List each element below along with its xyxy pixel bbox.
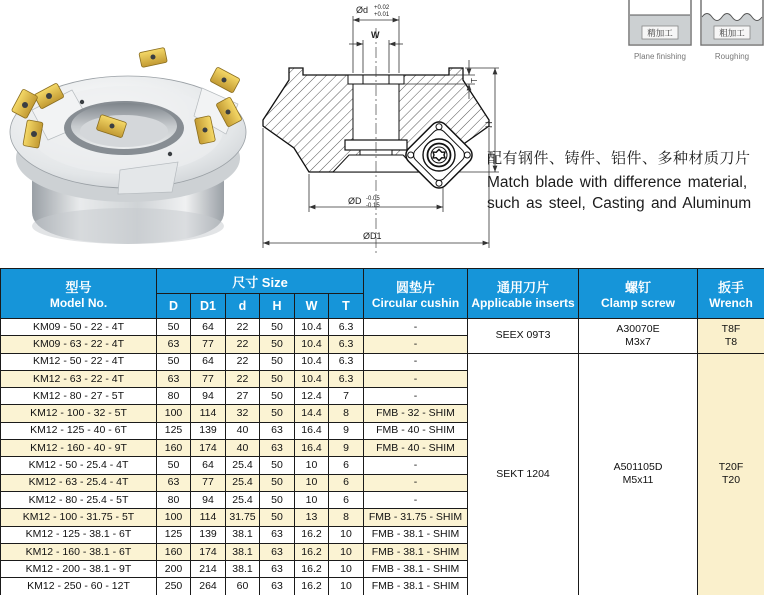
header-cushion: 圆垫片 Circular cushin — [364, 269, 468, 319]
inserts-cell: SEKT 1204 — [468, 353, 579, 595]
bore-col-cell: 22 — [226, 353, 260, 370]
roughing-icon — [700, 0, 764, 46]
table-row — [1, 353, 764, 370]
svg-text:精加工: 精加工 — [647, 28, 673, 38]
model-cell: KM09 - 63 - 22 - 4T — [1, 336, 157, 353]
description-en-line2: such as steel, Casting and Aluminum — [487, 195, 752, 212]
d1-col-cell: 214 — [191, 561, 226, 578]
cushion-cell: FMB - 32 - SHIM — [364, 405, 468, 422]
t-col-cell: 6.3 — [329, 336, 364, 353]
t-col-cell: 6 — [329, 457, 364, 474]
bore-col-cell: 60 — [226, 578, 260, 595]
d1-col-cell: 139 — [191, 526, 226, 543]
w-col-cell: 10.4 — [295, 336, 329, 353]
h-col-cell: 50 — [260, 457, 295, 474]
cushion-cell: - — [364, 336, 468, 353]
bore-col-cell: 25.4 — [226, 491, 260, 508]
screw-cell: A30070E M3x7 — [579, 319, 698, 354]
d1-col-cell: 114 — [191, 405, 226, 422]
svg-text:+0.01: +0.01 — [374, 12, 390, 18]
d1-col-cell: 264 — [191, 578, 226, 595]
t-col-cell: 6 — [329, 474, 364, 491]
description-cn: 配有钢件、铸件、铝件、多种材质刀片 — [487, 150, 751, 167]
d-col-cell: 63 — [157, 474, 191, 491]
d-col-cell: 160 — [157, 543, 191, 560]
cushion-cell: FMB - 40 - SHIM — [364, 422, 468, 439]
h-col-cell: 63 — [260, 422, 295, 439]
w-col-cell: 14.4 — [295, 405, 329, 422]
svg-text:W: W — [371, 30, 380, 40]
d1-col-cell: 77 — [191, 370, 226, 387]
w-col-cell: 10.4 — [295, 353, 329, 370]
header-screw: 螺钉 Clamp screw — [579, 269, 698, 319]
w-col-cell: 16.2 — [295, 578, 329, 595]
plane-finishing-icon — [628, 0, 692, 46]
h-col-cell: 50 — [260, 509, 295, 526]
model-cell: KM12 - 250 - 60 - 12T — [1, 578, 157, 595]
cushion-cell: - — [364, 457, 468, 474]
model-cell: KM12 - 160 - 38.1 - 6T — [1, 543, 157, 560]
model-cell: KM12 - 200 - 38.1 - 9T — [1, 561, 157, 578]
d-col-cell: 200 — [157, 561, 191, 578]
d1-col-cell: 94 — [191, 388, 226, 405]
d-col-cell: 50 — [157, 457, 191, 474]
d-col-cell: 63 — [157, 370, 191, 387]
bore-col-cell: 25.4 — [226, 474, 260, 491]
cushion-cell: - — [364, 474, 468, 491]
cushion-cell: - — [364, 319, 468, 336]
d-col-cell: 250 — [157, 578, 191, 595]
cushion-cell: - — [364, 370, 468, 387]
header-size-group: 尺寸 Size — [157, 269, 364, 294]
svg-text:+0.02: +0.02 — [374, 5, 390, 11]
roughing-caption: Roughing — [714, 52, 750, 61]
t-col-cell: 9 — [329, 422, 364, 439]
h-col-cell: 50 — [260, 405, 295, 422]
model-cell: KM12 - 80 - 25.4 - 5T — [1, 491, 157, 508]
d-col-cell: 125 — [157, 422, 191, 439]
d1-col-cell: 64 — [191, 353, 226, 370]
d-col-cell: 50 — [157, 353, 191, 370]
d1-col-cell: 64 — [191, 457, 226, 474]
d-col-cell: 50 — [157, 319, 191, 336]
t-col-cell: 6.3 — [329, 319, 364, 336]
h-col-cell: 50 — [260, 353, 295, 370]
d1-col-cell: 77 — [191, 474, 226, 491]
t-col-cell: 7 — [329, 388, 364, 405]
plane-finishing-caption: Plane finishing — [633, 52, 687, 61]
wrench-cell: T20F T20 — [698, 353, 764, 595]
svg-text:T: T — [470, 78, 479, 83]
bore-col-cell: 22 — [226, 370, 260, 387]
model-cell: KM12 - 100 - 32 - 5T — [1, 405, 157, 422]
cushion-cell: FMB - 38.1 - SHIM — [364, 561, 468, 578]
cushion-cell: FMB - 38.1 - SHIM — [364, 578, 468, 595]
header-col-D: D — [157, 294, 191, 319]
svg-text:ØD: ØD — [348, 196, 362, 206]
t-col-cell: 6 — [329, 491, 364, 508]
model-cell: KM12 - 125 - 40 - 6T — [1, 422, 157, 439]
cushion-cell: FMB - 31.75 - SHIM — [364, 509, 468, 526]
finishing-icon-plane — [628, 0, 692, 61]
bore-col-cell: 40 — [226, 440, 260, 457]
d-col-cell: 100 — [157, 405, 191, 422]
technical-drawing — [253, 0, 503, 262]
product-photo — [2, 30, 254, 252]
bore-col-cell: 25.4 — [226, 457, 260, 474]
svg-text:Ød: Ød — [356, 5, 369, 15]
cushion-cell: - — [364, 388, 468, 405]
h-col-cell: 63 — [260, 526, 295, 543]
d1-col-cell: 94 — [191, 491, 226, 508]
t-col-cell: 10 — [329, 543, 364, 560]
cushion-cell: - — [364, 491, 468, 508]
svg-text:-0.15: -0.15 — [366, 203, 380, 209]
d-col-cell: 160 — [157, 440, 191, 457]
d-col-cell: 80 — [157, 491, 191, 508]
w-col-cell: 10.4 — [295, 370, 329, 387]
t-col-cell: 10 — [329, 561, 364, 578]
cushion-cell: FMB - 38.1 - SHIM — [364, 543, 468, 560]
finishing-icons — [628, 0, 764, 61]
t-col-cell: 6.3 — [329, 370, 364, 387]
table-body — [1, 319, 764, 595]
bore-col-cell: 38.1 — [226, 561, 260, 578]
w-col-cell: 16.2 — [295, 561, 329, 578]
model-cell: KM12 - 63 - 22 - 4T — [1, 370, 157, 387]
h-col-cell: 63 — [260, 578, 295, 595]
h-col-cell: 63 — [260, 561, 295, 578]
bore-col-cell: 27 — [226, 388, 260, 405]
header-col-H: H — [260, 294, 295, 319]
screw-cell: A501105D M5x11 — [579, 353, 698, 595]
model-cell: KM12 - 50 - 22 - 4T — [1, 353, 157, 370]
header-model: 型号 Model No. — [1, 269, 157, 319]
svg-text:H: H — [484, 121, 494, 128]
svg-text:ØD1: ØD1 — [363, 231, 382, 241]
table-row — [1, 319, 764, 336]
d1-col-cell: 174 — [191, 543, 226, 560]
h-col-cell: 50 — [260, 474, 295, 491]
inserts-cell: SEEX 09T3 — [468, 319, 579, 354]
svg-text:-0.05: -0.05 — [366, 196, 380, 202]
bore-col-cell: 31.75 — [226, 509, 260, 526]
spec-table — [0, 268, 764, 595]
d1-col-cell: 77 — [191, 336, 226, 353]
finishing-icon-rough — [700, 0, 764, 61]
h-col-cell: 63 — [260, 440, 295, 457]
header-wrench: 扳手 Wrench — [698, 269, 764, 319]
model-cell: KM12 - 50 - 25.4 - 4T — [1, 457, 157, 474]
h-col-cell: 50 — [260, 370, 295, 387]
d1-col-cell: 64 — [191, 319, 226, 336]
t-col-cell: 8 — [329, 405, 364, 422]
h-col-cell: 63 — [260, 543, 295, 560]
w-col-cell: 13 — [295, 509, 329, 526]
bore-col-cell: 22 — [226, 336, 260, 353]
d-col-cell: 100 — [157, 509, 191, 526]
w-col-cell: 16.4 — [295, 422, 329, 439]
bore-col-cell: 38.1 — [226, 526, 260, 543]
header-col-W: W — [295, 294, 329, 319]
t-col-cell: 10 — [329, 526, 364, 543]
w-col-cell: 10 — [295, 491, 329, 508]
d-col-cell: 63 — [157, 336, 191, 353]
h-col-cell: 50 — [260, 491, 295, 508]
h-col-cell: 50 — [260, 336, 295, 353]
cushion-cell: FMB - 40 - SHIM — [364, 440, 468, 457]
w-col-cell: 10.4 — [295, 319, 329, 336]
d1-col-cell: 174 — [191, 440, 226, 457]
model-cell: KM12 - 160 - 40 - 9T — [1, 440, 157, 457]
wrench-cell: T8F T8 — [698, 319, 764, 354]
description-en-line1: Match blade with difference material, — [487, 174, 748, 191]
description-text — [487, 147, 763, 214]
w-col-cell: 10 — [295, 457, 329, 474]
model-cell: KM12 - 100 - 31.75 - 5T — [1, 509, 157, 526]
d1-col-cell: 114 — [191, 509, 226, 526]
model-cell: KM12 - 80 - 27 - 5T — [1, 388, 157, 405]
t-col-cell: 10 — [329, 578, 364, 595]
model-cell: KM09 - 50 - 22 - 4T — [1, 319, 157, 336]
bore-col-cell: 38.1 — [226, 543, 260, 560]
header-inserts: 通用刀片 Applicable inserts — [468, 269, 579, 319]
w-col-cell: 12.4 — [295, 388, 329, 405]
header-col-D1: D1 — [191, 294, 226, 319]
svg-text:粗加工: 粗加工 — [719, 28, 745, 38]
bore-col-cell: 22 — [226, 319, 260, 336]
d1-col-cell: 139 — [191, 422, 226, 439]
cushion-cell: - — [364, 353, 468, 370]
model-cell: KM12 - 63 - 25.4 - 4T — [1, 474, 157, 491]
bore-col-cell: 32 — [226, 405, 260, 422]
h-col-cell: 50 — [260, 319, 295, 336]
model-cell: KM12 - 125 - 38.1 - 6T — [1, 526, 157, 543]
d-col-cell: 80 — [157, 388, 191, 405]
d-col-cell: 125 — [157, 526, 191, 543]
w-col-cell: 10 — [295, 474, 329, 491]
t-col-cell: 6.3 — [329, 353, 364, 370]
t-col-cell: 9 — [329, 440, 364, 457]
h-col-cell: 50 — [260, 388, 295, 405]
cushion-cell: FMB - 38.1 - SHIM — [364, 526, 468, 543]
t-col-cell: 8 — [329, 509, 364, 526]
dim-bore-diameter — [353, 16, 399, 73]
header-col-d: d — [226, 294, 260, 319]
bore-col-cell: 40 — [226, 422, 260, 439]
header-col-T: T — [329, 294, 364, 319]
w-col-cell: 16.2 — [295, 543, 329, 560]
w-col-cell: 16.4 — [295, 440, 329, 457]
w-col-cell: 16.2 — [295, 526, 329, 543]
